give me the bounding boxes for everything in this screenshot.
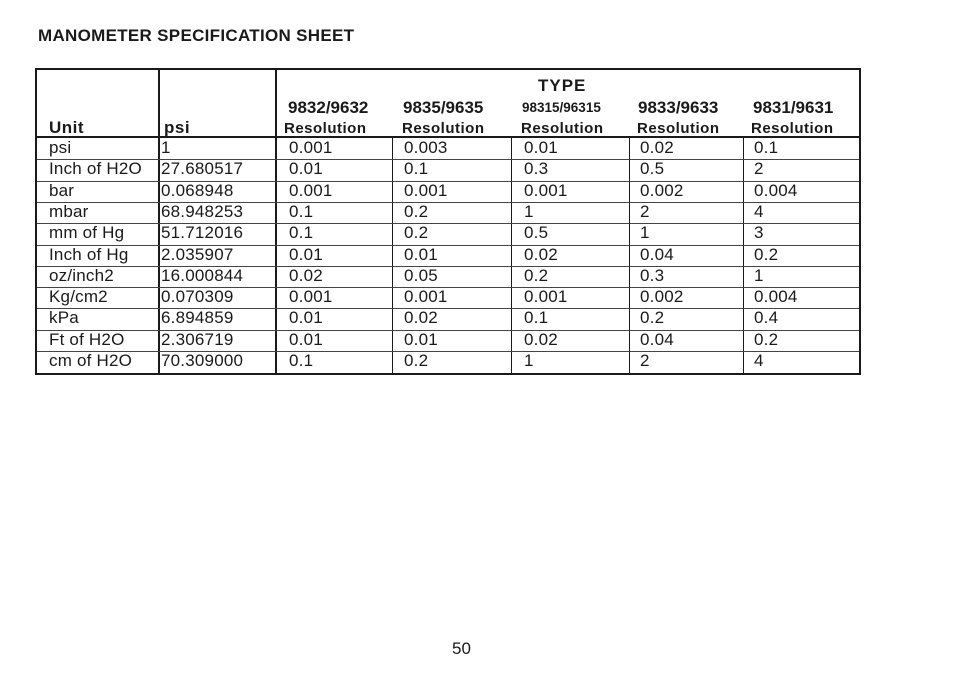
resolution-cell: 0.01 — [289, 308, 323, 328]
resolution-cell: 0.002 — [640, 287, 684, 307]
column-divider — [158, 70, 160, 373]
resolution-cell: 0.003 — [404, 138, 448, 157]
unit-cell: mm of Hg — [49, 223, 125, 243]
psi-header: psi — [164, 118, 191, 137]
resolution-cell: 1 — [524, 351, 534, 370]
psi-cell: 0.068948 — [161, 180, 234, 200]
resolution-cell: 0.1 — [404, 159, 429, 179]
resolution-cell: 0.3 — [524, 159, 549, 179]
resolution-cell: 3 — [754, 223, 764, 243]
model-header: 98315/96315 — [522, 100, 601, 115]
psi-cell: 68.948253 — [161, 201, 244, 221]
psi-cell: 1 — [161, 138, 171, 157]
unit-cell: psi — [49, 138, 72, 157]
resolution-cell: 0.1 — [524, 308, 549, 328]
unit-cell: Kg/cm2 — [49, 287, 108, 307]
type-label: TYPE — [538, 76, 587, 95]
resolution-cell: 0.002 — [640, 180, 684, 200]
psi-cell: 70.309000 — [161, 351, 244, 370]
resolution-cell: 0.4 — [754, 308, 779, 328]
resolution-cell: 2 — [754, 159, 764, 179]
resolution-header: Resolution — [284, 120, 367, 137]
resolution-cell: 0.001 — [289, 180, 333, 200]
column-divider — [511, 137, 512, 373]
unit-cell: cm of H2O — [49, 351, 133, 370]
unit-cell: Inch of H2O — [49, 159, 142, 179]
column-divider — [743, 137, 744, 373]
resolution-cell: 0.01 — [524, 138, 558, 157]
resolution-cell: 0.1 — [754, 138, 779, 157]
resolution-cell: 0.2 — [640, 308, 665, 328]
resolution-cell: 0.001 — [404, 180, 448, 200]
column-divider — [275, 70, 277, 373]
model-header: 9833/9633 — [638, 98, 719, 117]
unit-cell: oz/inch2 — [49, 265, 114, 285]
resolution-cell: 0.1 — [289, 351, 314, 370]
resolution-cell: 0.01 — [289, 244, 323, 264]
resolution-cell: 0.004 — [754, 180, 798, 200]
psi-cell: 16.000844 — [161, 265, 244, 285]
resolution-cell: 0.04 — [640, 329, 674, 349]
resolution-cell: 0.004 — [754, 287, 798, 307]
resolution-cell: 0.04 — [640, 244, 674, 264]
resolution-cell: 0.2 — [404, 201, 429, 221]
resolution-cell: 4 — [754, 201, 764, 221]
model-header: 9832/9632 — [288, 98, 369, 117]
resolution-cell: 1 — [524, 201, 534, 221]
psi-cell: 6.894859 — [161, 308, 234, 328]
resolution-header: Resolution — [637, 120, 720, 137]
resolution-cell: 1 — [640, 223, 650, 243]
resolution-header: Resolution — [402, 120, 485, 137]
resolution-cell: 0.2 — [404, 223, 429, 243]
unit-cell: Inch of Hg — [49, 244, 129, 264]
resolution-cell: 0.02 — [640, 138, 674, 157]
resolution-header: Resolution — [521, 120, 604, 137]
unit-cell: Ft of H2O — [49, 329, 125, 349]
resolution-header: Resolution — [751, 120, 834, 137]
resolution-cell: 2 — [640, 351, 650, 370]
resolution-cell: 0.001 — [289, 138, 333, 157]
resolution-cell: 0.5 — [640, 159, 665, 179]
unit-cell: mbar — [49, 201, 89, 221]
resolution-cell: 2 — [640, 201, 650, 221]
resolution-cell: 0.01 — [289, 329, 323, 349]
resolution-cell: 0.001 — [524, 180, 568, 200]
resolution-cell: 0.2 — [524, 265, 549, 285]
psi-cell: 27.680517 — [161, 159, 244, 179]
page-title: MANOMETER SPECIFICATION SHEET — [38, 26, 355, 45]
psi-cell: 0.070309 — [161, 287, 234, 307]
resolution-cell: 0.001 — [289, 287, 333, 307]
resolution-cell: 0.001 — [524, 287, 568, 307]
resolution-cell: 0.05 — [404, 265, 438, 285]
resolution-cell: 4 — [754, 351, 764, 370]
resolution-cell: 0.02 — [289, 265, 323, 285]
resolution-cell: 0.02 — [404, 308, 438, 328]
resolution-cell: 0.02 — [524, 329, 558, 349]
resolution-cell: 0.1 — [289, 201, 314, 221]
unit-cell: kPa — [49, 308, 79, 328]
resolution-cell: 0.2 — [754, 329, 779, 349]
resolution-cell: 1 — [754, 265, 764, 285]
resolution-cell: 0.5 — [524, 223, 549, 243]
column-divider — [629, 137, 630, 373]
resolution-cell: 0.01 — [404, 244, 438, 264]
resolution-cell: 0.001 — [404, 287, 448, 307]
psi-cell: 51.712016 — [161, 223, 244, 243]
model-header: 9835/9635 — [403, 98, 484, 117]
unit-header: Unit — [49, 118, 85, 137]
unit-cell: bar — [49, 180, 75, 200]
column-divider — [392, 137, 393, 373]
resolution-cell: 0.2 — [754, 244, 779, 264]
resolution-cell: 0.02 — [524, 244, 558, 264]
resolution-cell: 0.01 — [404, 329, 438, 349]
resolution-cell: 0.1 — [289, 223, 314, 243]
specification-table — [35, 68, 861, 375]
page-number: 50 — [452, 639, 471, 658]
model-header: 9831/9631 — [753, 98, 834, 117]
resolution-cell: 0.2 — [404, 351, 429, 370]
psi-cell: 2.035907 — [161, 244, 234, 264]
resolution-cell: 0.3 — [640, 265, 665, 285]
psi-cell: 2.306719 — [161, 329, 234, 349]
resolution-cell: 0.01 — [289, 159, 323, 179]
